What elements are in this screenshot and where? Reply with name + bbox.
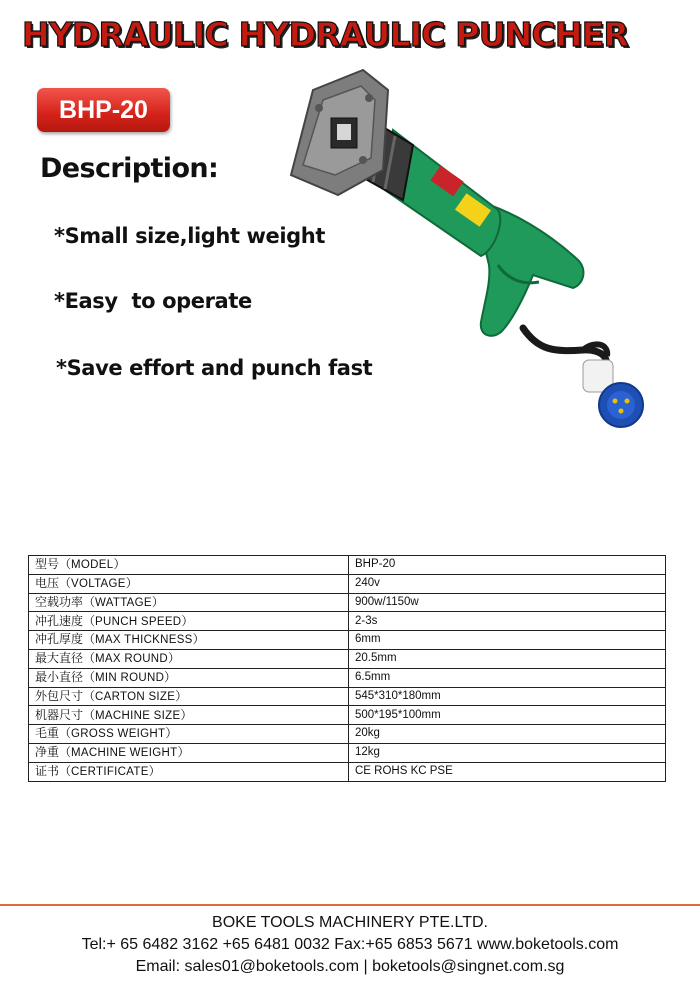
feature-item: *Save effort and punch fast bbox=[56, 356, 373, 380]
spec-table bbox=[28, 555, 666, 782]
spec-value: 6.5mm bbox=[349, 668, 666, 687]
spec-label-en: WATTAGE bbox=[95, 596, 152, 609]
spec-label-en: GROSS WEIGHT bbox=[71, 728, 166, 741]
spec-label: 冲孔厚度（MAX THICKNESS） bbox=[29, 631, 349, 650]
spec-label-zh: 冲孔速度 bbox=[35, 613, 84, 628]
spec-label-zh: 最大直径 bbox=[35, 651, 84, 666]
spec-label-zh: 机器尺寸 bbox=[35, 707, 84, 722]
spec-label: 证书（CERTIFICATE） bbox=[29, 762, 349, 781]
spec-label-zh: 毛重 bbox=[35, 726, 60, 741]
spec-table-body bbox=[29, 556, 666, 782]
model-badge: BHP-20 bbox=[37, 88, 170, 132]
spec-label-en: MODEL bbox=[71, 559, 114, 572]
spec-label: 空载功率（WATTAGE） bbox=[29, 593, 349, 612]
spec-value: 20kg bbox=[349, 725, 666, 744]
spec-row bbox=[29, 743, 666, 762]
spec-value: 2-3s bbox=[349, 612, 666, 631]
spec-row bbox=[29, 593, 666, 612]
spec-label: 外包尺寸（CARTON SIZE） bbox=[29, 687, 349, 706]
company-name: BOKE TOOLS MACHINERY PTE.LTD. bbox=[212, 914, 488, 931]
spec-row bbox=[29, 725, 666, 744]
spec-label-zh: 电压 bbox=[35, 575, 60, 590]
email-info: Email: sales01@boketools.com | boketools@singnet.com.sg bbox=[135, 958, 565, 975]
spec-label: 电压（VOLTAGE） bbox=[29, 574, 349, 593]
spec-label-en: PUNCH SPEED bbox=[95, 615, 182, 628]
contact-info: Tel:+ 65 6482 3162 +65 6481 0032 Fax:+65 6853 5671 www.boketools.com bbox=[81, 936, 619, 953]
spec-label-zh: 冲孔厚度 bbox=[35, 632, 84, 647]
spec-label: 净重（MACHINE WEIGHT） bbox=[29, 743, 349, 762]
spec-row bbox=[29, 668, 666, 687]
spec-label-zh: 最小直径 bbox=[35, 669, 84, 684]
spec-label-en: CARTON SIZE bbox=[95, 690, 176, 703]
spec-label: 毛重（GROSS WEIGHT） bbox=[29, 725, 349, 744]
spec-row bbox=[29, 612, 666, 631]
spec-label-en: MACHINE WEIGHT bbox=[71, 747, 178, 760]
spec-label: 机器尺寸（MACHINE SIZE） bbox=[29, 706, 349, 725]
feature-item: *Easy to operate bbox=[54, 289, 252, 313]
description-heading: Description: bbox=[40, 153, 219, 184]
spec-label-zh: 证书 bbox=[35, 763, 60, 778]
spec-value: 500*195*100mm bbox=[349, 706, 666, 725]
spec-value: 545*310*180mm bbox=[349, 687, 666, 706]
spec-value: 900w/1150w bbox=[349, 593, 666, 612]
spec-row bbox=[29, 706, 666, 725]
spec-row bbox=[29, 574, 666, 593]
spec-label-zh: 净重 bbox=[35, 745, 60, 760]
spec-label-zh: 型号 bbox=[35, 557, 60, 572]
footer-divider bbox=[0, 904, 700, 906]
spec-value: 6mm bbox=[349, 631, 666, 650]
spec-value: BHP-20 bbox=[349, 556, 666, 575]
spec-row bbox=[29, 687, 666, 706]
spec-row bbox=[29, 762, 666, 781]
spec-label-en: CERTIFICATE bbox=[71, 765, 149, 778]
spec-row bbox=[29, 631, 666, 650]
product-image bbox=[283, 60, 653, 430]
spec-label-en: MAX ROUND bbox=[95, 653, 169, 666]
spec-row bbox=[29, 649, 666, 668]
feature-item: *Small size,light weight bbox=[54, 224, 325, 248]
spec-value: 20.5mm bbox=[349, 649, 666, 668]
spec-label: 最小直径（MIN ROUND） bbox=[29, 668, 349, 687]
spec-label-en: MAX THICKNESS bbox=[95, 634, 193, 647]
spec-label-zh: 外包尺寸 bbox=[35, 688, 84, 703]
spec-value: 240v bbox=[349, 574, 666, 593]
spec-row bbox=[29, 556, 666, 575]
spec-label-en: MACHINE SIZE bbox=[95, 709, 181, 722]
page-title: HYDRAULIC HYDRAULIC PUNCHER bbox=[22, 15, 629, 54]
spec-label: 最大直径（MAX ROUND） bbox=[29, 649, 349, 668]
spec-label-en: MIN ROUND bbox=[95, 671, 165, 684]
spec-label-zh: 空载功率 bbox=[35, 594, 84, 609]
spec-label: 型号（MODEL） bbox=[29, 556, 349, 575]
spec-value: CE ROHS KC PSE bbox=[349, 762, 666, 781]
spec-value: 12kg bbox=[349, 743, 666, 762]
spec-label-en: VOLTAGE bbox=[71, 577, 126, 590]
spec-label: 冲孔速度（PUNCH SPEED） bbox=[29, 612, 349, 631]
